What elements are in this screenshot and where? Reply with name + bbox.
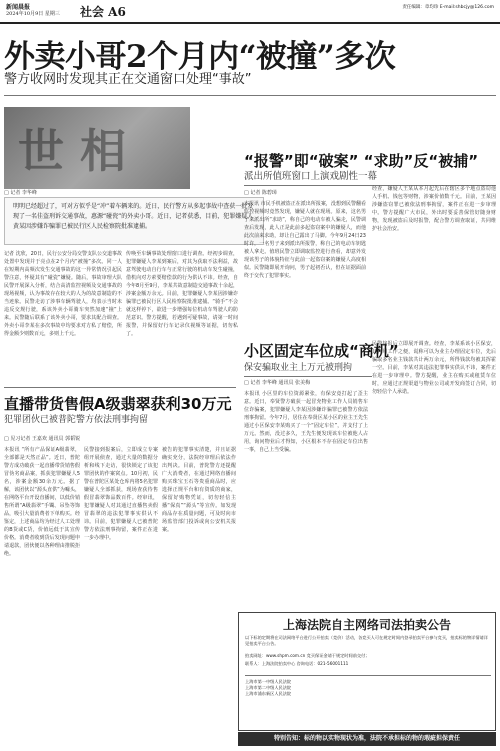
small-story-column-2: 民警接报后立即展开调查。经查，李某系该小区保安，其利用工作之便，谎称可以为业主办理固定车位，先后骗取多名业主钱款共计两万余元，所得钱款均被其挥霍一空。目前，李某对其违法犯罪事实供认不讳，案件正在进一步审理中。警方提醒，业主在购买或租赁车位时，应通过正规渠道与物业公司或开发商签订合同，切勿轻信个人承诺。 <box>372 341 496 395</box>
lead-rule <box>4 95 496 96</box>
ad-text-1: 以下标的定期将在司法网络平台进行公开拍卖（竞价）活动，各竞买人可在规定时间内登录拍卖平台参与竞买，拍卖标的物详情请详见拍卖平台公告。 <box>245 635 488 646</box>
ad-text-3: 联系人：上海法院拍卖中心 咨询电话：021-56001111 <box>245 661 349 666</box>
left-story-rule <box>4 387 236 388</box>
center-story-byline: □ 记者 陈碧璋 <box>244 190 277 196</box>
ad-footer-banner: 特别告知：标的物以实物现状为准，法院不承担标的物的瑕疵担保责任 <box>238 732 496 746</box>
photo-calligraphy: 世相 <box>18 124 142 178</box>
ad-title: 上海法院自主网络司法拍卖公告 <box>282 618 451 632</box>
left-story-column-1: 本报讯 “所有产品保证A级翡翠，全部都是天然正品”。近日，普陀警方成功破获一起直播带货销售假冒伪劣商品案，抓获犯罪嫌疑人5名，涉案金额30余万元。据了解，该团伙以“源头直供”为噱头，在网络平台开设直播间，以低价销售所谓“A级翡翠”手镯、吊坠等饰品，吸引大量消费者下单购买。经鉴定，上述商品均为经过人工处理的B货或C货，价值远低于其宣传价格。消费者收到货后发现问题申请退款，团伙便以各种理由推脱拒绝。 <box>4 447 80 557</box>
lead-byline: □ 记者 李华峰 <box>4 190 37 196</box>
center-story-title: “报警”即“破案” “求助”反“被捕” <box>244 152 479 170</box>
left-story-subtitle: 犯罪团伙已被普陀警方依法刑事拘留 <box>4 415 149 425</box>
newspaper-name <box>6 4 76 18</box>
ad-note-2: 上海市第二中级人民法院 <box>245 685 292 690</box>
ad-note-3: 上海市浦东新区人民法院 <box>245 691 292 696</box>
left-story-title: 直播带货售假A级翡翠获利30万元 <box>4 395 232 413</box>
center-story-column-2: 经查，嫌疑人王某从本月起先后在辖区多个地点盗窃他人手机、钱包等财物，涉案价值数千元。目前，王某因涉嫌盗窃罪已被依法刑事拘留，案件正在进一步审理中。警方提醒广大市民，外出时要妥善保管好随身财物，发现被盗后及时报警，配合警方调查取证，共同维护社会治安。 <box>372 186 496 232</box>
center-story-subtitle: 派出所值班窗口上演戏剧性一幕 <box>244 171 378 182</box>
left-story-byline: □ 见习记者 王嘉欢 通讯员 郭韬锐 <box>4 436 81 442</box>
paper-name: 新闻晨报 <box>6 4 31 11</box>
lead-subheadline: 警方收网时发现其正在交通窗口处理“事故” <box>4 72 252 87</box>
center-story-column-1: 本报讯 市民手机被盗正在派出所报案，没想到民警翻看监控视频时竟然发现，嫌疑人就在现场。原来，这名男子来派出所“求助”，称自己的电动车被人骗走，民警调查后发现，此人正是此前多起盗窃案中的嫌疑人，而他此次前来求助，却让自己露出了马脚。今年9月24日23时许，一名男子来到派出所报警，称自己的电动车钥匙被人拿走。值班民警立即调取监控进行查看，却意外发现该男子的体貌特征与此前一起盗窃案的嫌疑人高度相似。民警随即展开询问，男子起初否认，但在证据面前终于交代了犯罪事实。 <box>244 201 366 279</box>
small-story-rule <box>244 376 372 377</box>
left-story-column-2: 民警接到报案后，立即成立专案组开展侦查，通过大量的数据分析和线下走访，很快锁定了该犯罪团伙的作案窝点。10月初，民警在普陀区某处仓库内将5名犯罪嫌疑人全部抓获，现场查获待售假冒翡翠饰品数百件。经审讯，犯罪嫌疑人对其通过直播售卖假冒翡翠的违法犯罪事实供认不讳。目前，犯罪嫌疑人已被普陀警方依法刑事拘留，案件正在进一步办理中。 <box>84 447 158 541</box>
lead-body-column-1: 记者 沈欣，20日，民行公安分局交警支队公交道事故处置中发现并于亮点在2个月内“被撞”多次。同一人在短期内高频次发生交通事故的这一异常情况引起民警注意，怀疑其有“碰瓷”嫌疑。随后，事故审理大队民警开展深入分析，结合高清监控视频及交通事故的现场视频，认为事故存在较大的人为的故意制造的不当迹象。民警走访了涉事车辆驾驶人，均表示当时未违反交规行驶，系该外卖小哥骑车突然加速“撞”上来。民警随后联系了该外卖小哥，要求其配合调查。外卖小哥李某在多次事故中均要求对方私了赔偿，所得金额少则数百元，多则上千元。 <box>4 251 122 337</box>
lead-headline: 外卖小哥2个月内“被撞”多次 <box>4 39 396 75</box>
small-story-title: 小区固定车位成“商机” <box>244 342 399 360</box>
small-story-subtitle: 保安骗取业主上万元被刑拘 <box>244 363 353 373</box>
left-story-column-3: 被告的犯罪事实清楚，并且证据确实充分，法院经审理后依法作出判决。目前，普陀警方还提醒广大消费者，在通过网络直播间购买珠宝玉石等贵重商品时，应选择正规平台和有资质的商家，保留好购物凭证，切勿轻信主播“保真”“源头”等宣传。如发现商品存在质量问题，可及时向市场监管部门投诉或向公安机关报案。 <box>162 447 236 533</box>
issue-date: 2024年10月9日 星期三 <box>6 11 60 17</box>
lead-body-column-2: 传唤至车辆事故处理窗口进行调查。经初步调查，犯罪嫌疑人李某到案后，对其为获取不法利益，故意驾驶电动自行车与正常行驶的机动车发生碰撞，借机向对方索要赔偿款的行为供认不讳。经查，自今年8月至9月，李某共故意制造交通事故十余起，涉案金额万余元。目前，犯罪嫌疑人李某因涉嫌诈骗罪已被民行区人民检察院批准逮捕。“骑手”不会就这样停下，欲进一步增强每位机动车驾驶人的防范意识。警方提醒，若遇到可疑事故，请第一时间报警，并保留好行车记录仪视频等证据，切勿私了。 <box>126 251 238 337</box>
editor-info: 责任编辑：章均珍 E-mail:shbcjy@126.com <box>402 5 494 10</box>
small-story-byline: □ 记者 李华峰 通讯员 张美梅 <box>244 380 311 386</box>
ad-notes <box>245 675 491 725</box>
lead-photo <box>4 107 190 189</box>
section-name: 社会 A6 <box>80 5 126 19</box>
small-story-column-1: 本报讯 小区里的车位资源紧张，有保安竟打起了歪主意。近日，奉贤警方破获一起冒充物业工作人员销售车位诈骗案，犯罪嫌疑人李某因涉嫌诈骗罪已被警方依法刑事拘留。今年7月，居住在奉贤区某小区的业主王先生通过小区保安李某购买了一个“固定车位”，并支付了上万元。然而，没过多久，王先生便发现该车位被他人占用，询问物业后才得知，小区根本不存在固定车位出售一事，自己上当受骗。 <box>244 391 368 453</box>
lead-summary: 明明已经超过了，可对方似乎是“冲”着车辆来的。近日，民行警方从多起事故中查获一批发现了一名佳盗刑诉交通事故，惠源“碰瓷”的外卖小哥。近日，记者获悉，目前，犯罪嫌疑人黄某因涉嫌诈骗罪已被民行区人民检察院批准逮捕。 <box>4 197 264 245</box>
ad-text-2: 拍卖网址：www.shpm.com.cn 竞买保证金请于规定时间前交付； <box>245 653 370 658</box>
court-auction-ad <box>238 612 496 731</box>
header-rule <box>0 22 500 24</box>
ad-note-1: 上海市第一中级人民法院 <box>245 679 292 684</box>
